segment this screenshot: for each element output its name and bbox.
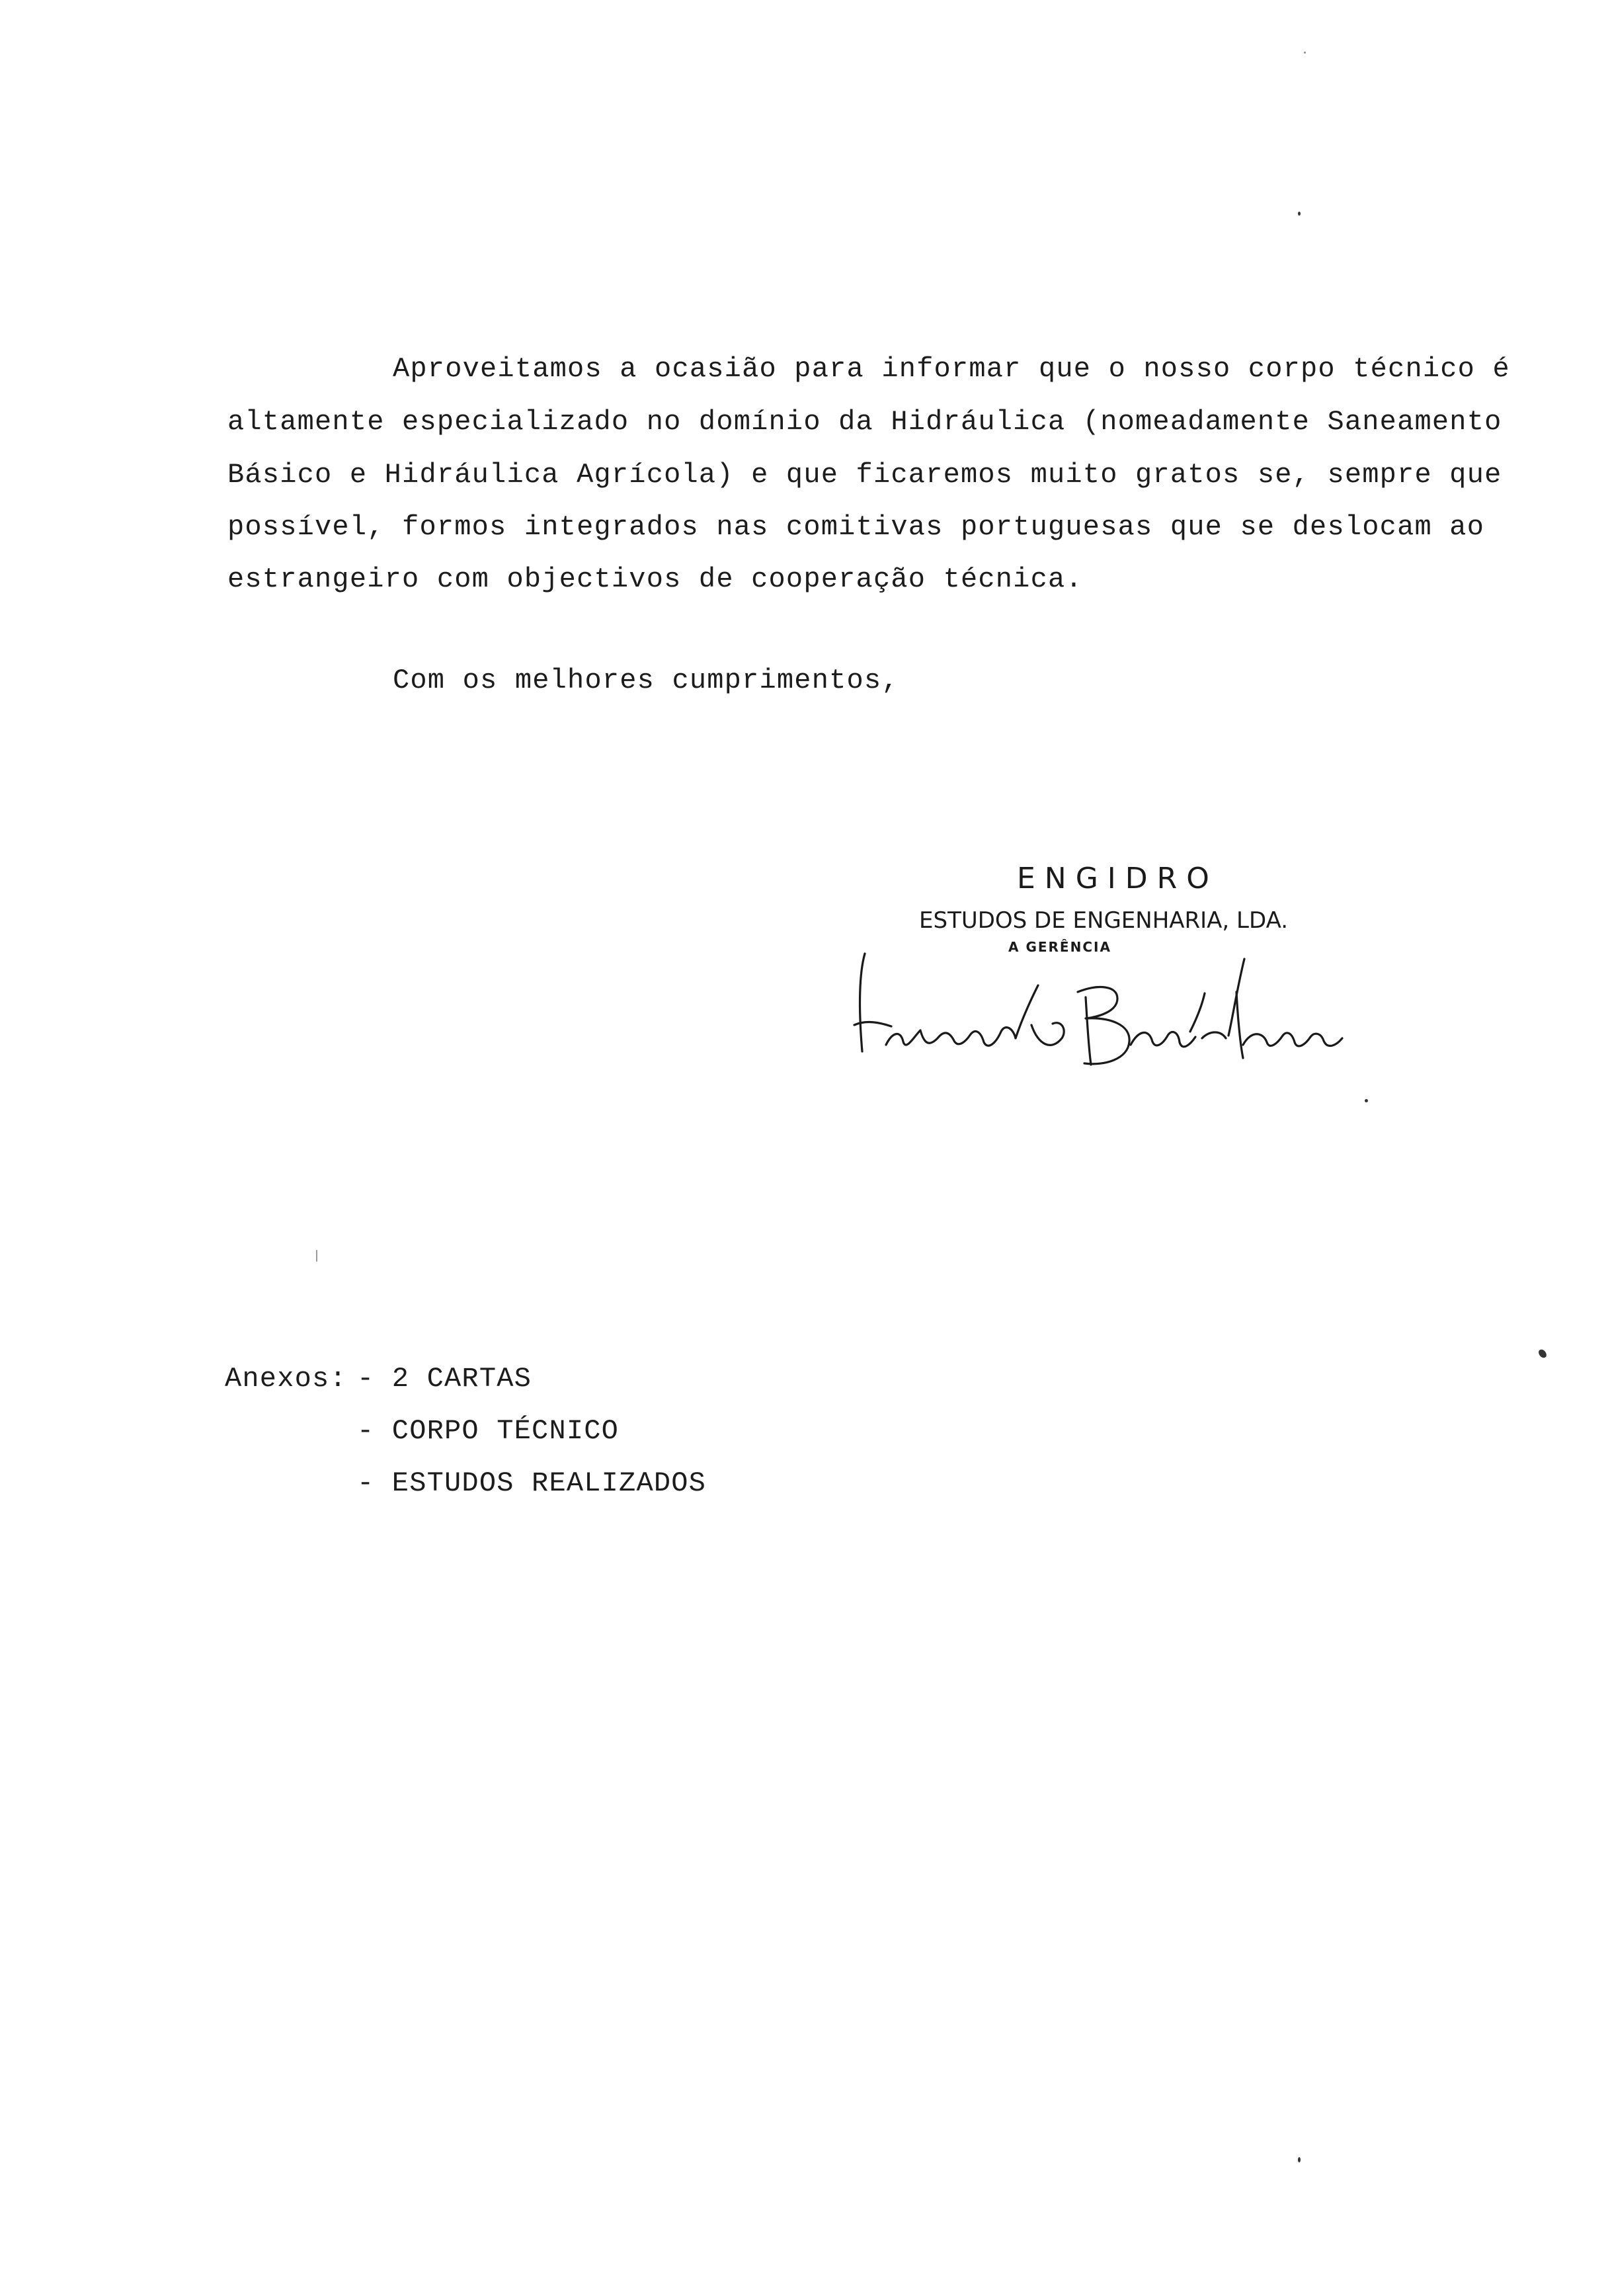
scan-speck [1298, 2157, 1301, 2162]
annex-item: - 2 CARTAS [357, 1363, 532, 1395]
stamp-role: A GERÊNCIA [1008, 939, 1111, 955]
scan-speck [1304, 52, 1306, 54]
paragraph-line: Aproveitamos a ocasião para informar que o nosso corpo técnico é [393, 353, 1510, 385]
scan-speck [316, 1250, 317, 1262]
annex-item: - ESTUDOS REALIZADOS [357, 1467, 707, 1499]
annexes-label: Anexos: [225, 1363, 347, 1395]
paragraph-line: Básico e Hidráulica Agrícola) e que ficaremos muito gratos se, sempre que [227, 459, 1502, 491]
stamp-company-name: ENGIDRO [1017, 862, 1219, 895]
scan-speck [1298, 212, 1301, 216]
scan-speck [1365, 1099, 1368, 1102]
annex-item: - CORPO TÉCNICO [357, 1415, 620, 1447]
stamp-subtitle: ESTUDOS DE ENGENHARIA, LDA. [919, 907, 1289, 934]
paragraph-line: altamente especializado no domínio da Hidráulica (nomeadamente Saneamento [227, 406, 1502, 438]
paragraph-line: possível, formos integrados nas comitivas portuguesas que se deslocam ao [227, 511, 1485, 543]
handwritten-signature [840, 946, 1355, 1078]
closing-line: Com os melhores cumprimentos, [393, 665, 899, 696]
scan-speck [1537, 1348, 1548, 1359]
paragraph-line: estrangeiro com objectivos de cooperação técnica. [227, 563, 1083, 595]
